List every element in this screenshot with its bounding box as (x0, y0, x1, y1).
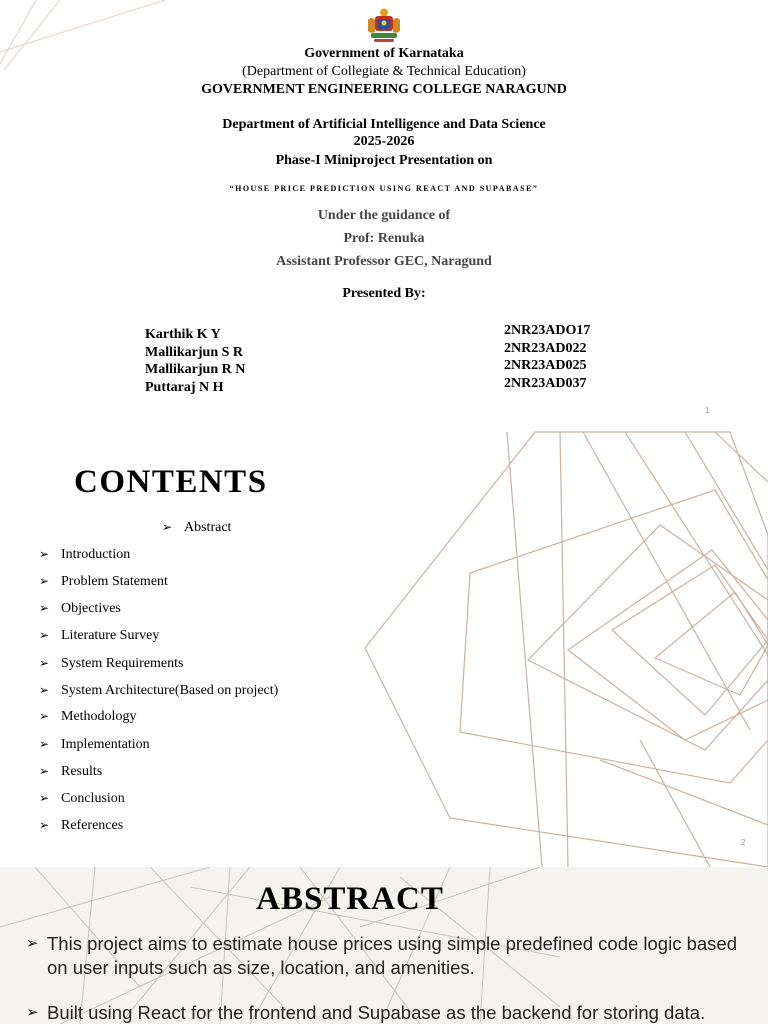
guide-name: Prof: Renuka (343, 231, 425, 246)
contents-item (39, 764, 102, 780)
guide-designation: Assistant Professor GEC, Naragund (276, 254, 492, 269)
contents-item-label: Methodology (61, 709, 137, 724)
arrow-bullet-icon: ➢ (39, 547, 50, 561)
phase-line: Phase-I Miniproject Presentation on (275, 153, 493, 168)
arrow-bullet-icon: ➢ (39, 601, 50, 615)
arrow-bullet-icon: ➢ (26, 1004, 39, 1021)
arrow-bullet-icon: ➢ (39, 737, 50, 751)
academic-year: 2025-2026 (353, 134, 415, 149)
contents-slide (0, 430, 768, 867)
abstract-bullet-text: Built using React for the frontend and Supabase as the backend for storing data. (47, 1002, 706, 1023)
guidance-label: Under the guidance of (317, 208, 451, 223)
contents-title: CONTENTS (74, 464, 268, 500)
arrow-bullet-icon: ➢ (162, 520, 173, 534)
arrow-bullet-icon: ➢ (39, 791, 50, 805)
student-name: Mallikarjun S R (145, 344, 244, 360)
contents-item-label: Implementation (61, 737, 150, 752)
contents-item (39, 547, 130, 563)
student-names (145, 326, 245, 396)
student-usn: 2NR23AD022 (504, 340, 587, 356)
contents-item (39, 709, 136, 725)
contents-item (39, 628, 159, 644)
contents-item (39, 683, 278, 699)
arrow-bullet-icon: ➢ (39, 628, 50, 642)
student-name: Puttaraj N H (145, 379, 224, 395)
college-name: GOVERNMENT ENGINEERING COLLEGE NARAGUND (201, 82, 567, 97)
contents-item (162, 520, 231, 536)
title-slide (0, 0, 768, 430)
student-usn: 2NR23ADO17 (504, 323, 591, 338)
contents-item (39, 601, 121, 617)
contents-item-label: Abstract (184, 520, 232, 535)
student-usn: 2NR23AD025 (504, 358, 587, 373)
arrow-bullet-icon: ➢ (39, 818, 50, 832)
arrow-bullet-icon: ➢ (39, 683, 50, 697)
student-name: Karthik K Y (145, 327, 221, 342)
arrow-bullet-icon: ➢ (39, 574, 50, 588)
project-title: “HOUSE PRICE PREDICTION USING REACT AND SUPABASE” (229, 184, 539, 193)
arrow-bullet-icon: ➢ (39, 656, 50, 670)
contents-item-label: References (61, 818, 124, 833)
contents-item-label: Conclusion (61, 791, 125, 806)
contents-item (39, 791, 125, 807)
abstract-title: ABSTRACT (256, 881, 444, 917)
government-line: Government of Karnataka (304, 46, 464, 61)
contents-item (39, 737, 150, 753)
page-number: 1 (705, 406, 710, 415)
contents-item (39, 818, 123, 834)
contents-item (39, 656, 184, 672)
department-name: Department of Artificial Intelligence and Data Science (222, 117, 546, 132)
contents-item-label: Results (61, 764, 103, 779)
contents-item (39, 574, 168, 590)
contents-item-label: Objectives (61, 601, 121, 616)
student-usn: 2NR23AD037 (504, 375, 587, 391)
arrow-bullet-icon: ➢ (39, 709, 50, 723)
abstract-slide (0, 867, 768, 1024)
arrow-bullet-icon: ➢ (39, 764, 50, 778)
presented-by-label: Presented By: (342, 286, 426, 301)
student-usns (504, 322, 590, 392)
abstract-bullet (26, 1001, 756, 1024)
department-line: (Department of Collegiate & Technical Education) (242, 64, 526, 79)
abstract-bullet (26, 932, 756, 979)
contents-item-label: Literature Survey (61, 628, 160, 643)
contents-item-label: System Requirements (61, 656, 184, 671)
student-name: Mallikarjun R N (145, 362, 246, 377)
contents-item-label: Introduction (61, 547, 131, 562)
abstract-bullet-text: This project aims to estimate house prices using simple predefined code logic based on user inputs such as size, location, and amenities. (47, 933, 738, 978)
karnataka-emblem-icon (365, 8, 403, 44)
arrow-bullet-icon: ➢ (26, 935, 39, 952)
contents-item-label: System Architecture(Based on project) (61, 683, 279, 698)
contents-item-label: Problem Statement (61, 574, 168, 589)
page-number: 2 (741, 838, 746, 847)
